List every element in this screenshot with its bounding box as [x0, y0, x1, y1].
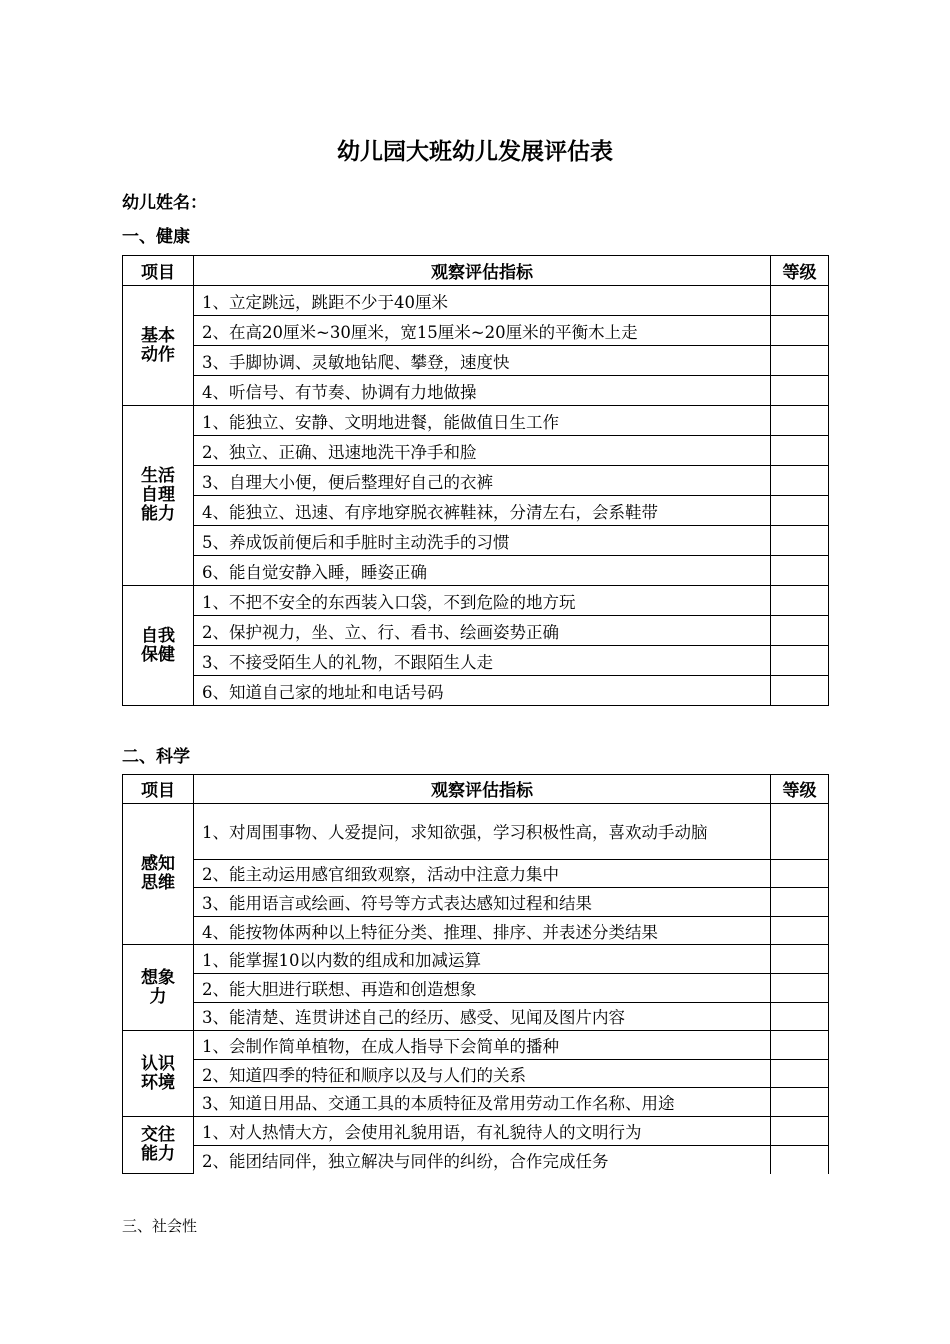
indicator-cell: 6、知道自己家的地址和电话号码 — [194, 676, 771, 706]
grade-cell[interactable] — [771, 646, 829, 676]
section-heading-health: 一、健康 — [122, 227, 190, 247]
category-cell: 自我 保健 — [123, 586, 194, 706]
indicator-cell: 1、立定跳远，跳距不少于40厘米 — [194, 286, 771, 316]
indicator-cell: 3、能用语言或绘画、符号等方式表达感知过程和结果 — [194, 888, 771, 917]
table-header-row — [123, 775, 829, 804]
table-row — [123, 376, 829, 406]
indicator-cell: 2、保护视力，坐、立、行、看书、绘画姿势正确 — [194, 616, 771, 646]
header-item: 项目 — [123, 775, 194, 804]
table-row — [123, 436, 829, 466]
indicator-cell: 2、独立、正确、迅速地洗干净手和脸 — [194, 436, 771, 466]
grade-cell[interactable] — [771, 1088, 829, 1117]
table-row — [123, 466, 829, 496]
section-heading-social: 三、社会性 — [122, 1217, 198, 1235]
table-row — [123, 1145, 829, 1174]
section-heading-science: 二、科学 — [122, 747, 190, 767]
grade-cell[interactable] — [771, 406, 829, 436]
grade-cell[interactable] — [771, 1059, 829, 1088]
header-grade: 等级 — [771, 256, 829, 286]
grade-cell[interactable] — [771, 676, 829, 706]
grade-cell[interactable] — [771, 286, 829, 316]
science-table — [122, 774, 829, 1174]
indicator-cell: 1、不把不安全的东西装入口袋，不到危险的地方玩 — [194, 586, 771, 616]
table-row — [123, 973, 829, 1002]
grade-cell[interactable] — [771, 859, 829, 888]
indicator-cell: 6、能自觉安静入睡，睡姿正确 — [194, 556, 771, 586]
table-row — [123, 586, 829, 616]
grade-cell[interactable] — [771, 888, 829, 917]
indicator-cell: 4、能独立、迅速、有序地穿脱衣裤鞋袜，分清左右，会系鞋带 — [194, 496, 771, 526]
table-row — [123, 676, 829, 706]
health-table — [122, 255, 829, 706]
indicator-cell: 1、会制作简单植物，在成人指导下会简单的播种 — [194, 1031, 771, 1060]
category-cell: 认识 环境 — [123, 1031, 194, 1117]
child-name-label: 幼儿姓名： — [122, 193, 207, 213]
table-row — [123, 526, 829, 556]
table-row — [123, 1002, 829, 1031]
indicator-cell: 2、能大胆进行联想、再造和创造想象 — [194, 973, 771, 1002]
indicator-cell: 2、知道四季的特征和顺序以及与人们的关系 — [194, 1059, 771, 1088]
indicator-cell: 4、听信号、有节奏、协调有力地做操 — [194, 376, 771, 406]
table-row — [123, 859, 829, 888]
table-row — [123, 1059, 829, 1088]
grade-cell[interactable] — [771, 916, 829, 945]
table-row — [123, 803, 829, 859]
page-title: 幼儿园大班幼儿发展评估表 — [337, 139, 613, 165]
category-cell: 基本 动作 — [123, 286, 194, 406]
grade-cell[interactable] — [771, 1116, 829, 1145]
table-row — [123, 406, 829, 436]
table-row — [123, 346, 829, 376]
indicator-cell: 3、自理大小便，便后整理好自己的衣裤 — [194, 466, 771, 496]
table-row — [123, 888, 829, 917]
grade-cell[interactable] — [771, 466, 829, 496]
grade-cell[interactable] — [771, 973, 829, 1002]
table-row — [123, 286, 829, 316]
grade-cell[interactable] — [771, 1031, 829, 1060]
table-row — [123, 1088, 829, 1117]
table-row — [123, 1116, 829, 1145]
grade-cell[interactable] — [771, 376, 829, 406]
table-row — [123, 496, 829, 526]
category-cell: 生活 自理 能力 — [123, 406, 194, 586]
category-cell: 感知 思维 — [123, 803, 194, 945]
indicator-cell: 2、在高20厘米~30厘米，宽15厘米~20厘米的平衡木上走 — [194, 316, 771, 346]
header-indicator: 观察评估指标 — [194, 775, 771, 804]
indicator-cell: 1、对人热情大方，会使用礼貌用语，有礼貌待人的文明行为 — [194, 1116, 771, 1145]
header-item: 项目 — [123, 256, 194, 286]
table-row — [123, 616, 829, 646]
indicator-cell: 4、能按物体两种以上特征分类、推理、排序、并表述分类结果 — [194, 916, 771, 945]
grade-cell[interactable] — [771, 945, 829, 974]
indicator-cell: 1、能独立、安静、文明地进餐，能做值日生工作 — [194, 406, 771, 436]
indicator-cell: 3、知道日用品、交通工具的本质特征及常用劳动工作名称、用途 — [194, 1088, 771, 1117]
grade-cell[interactable] — [771, 1145, 829, 1174]
grade-cell[interactable] — [771, 436, 829, 466]
grade-cell[interactable] — [771, 496, 829, 526]
header-indicator: 观察评估指标 — [194, 256, 771, 286]
grade-cell[interactable] — [771, 586, 829, 616]
indicator-cell: 5、养成饭前便后和手脏时主动洗手的习惯 — [194, 526, 771, 556]
indicator-cell: 3、手脚协调、灵敏地钻爬、攀登，速度快 — [194, 346, 771, 376]
table-row — [123, 316, 829, 346]
grade-cell[interactable] — [771, 346, 829, 376]
grade-cell[interactable] — [771, 1002, 829, 1031]
table-row — [123, 646, 829, 676]
grade-cell[interactable] — [771, 616, 829, 646]
grade-cell[interactable] — [771, 316, 829, 346]
indicator-cell: 3、不接受陌生人的礼物，不跟陌生人走 — [194, 646, 771, 676]
category-cell: 想象 力 — [123, 945, 194, 1031]
table-row — [123, 556, 829, 586]
indicator-cell: 3、能清楚、连贯讲述自己的经历、感受、见闻及图片内容 — [194, 1002, 771, 1031]
indicator-cell: 1、对周围事物、人爱提问，求知欲强，学习积极性高，喜欢动手动脑 — [194, 803, 771, 859]
grade-cell[interactable] — [771, 803, 829, 859]
grade-cell[interactable] — [771, 556, 829, 586]
grade-cell[interactable] — [771, 526, 829, 556]
table-row — [123, 916, 829, 945]
table-row — [123, 1031, 829, 1060]
indicator-cell: 2、能团结同伴，独立解决与同伴的纠纷，合作完成任务 — [194, 1145, 771, 1174]
category-cell: 交往 能力 — [123, 1116, 194, 1173]
indicator-cell: 1、能掌握10以内数的组成和加减运算 — [194, 945, 771, 974]
indicator-cell: 2、能主动运用感官细致观察，活动中注意力集中 — [194, 859, 771, 888]
header-grade: 等级 — [771, 775, 829, 804]
table-row — [123, 945, 829, 974]
table-header-row — [123, 256, 829, 286]
